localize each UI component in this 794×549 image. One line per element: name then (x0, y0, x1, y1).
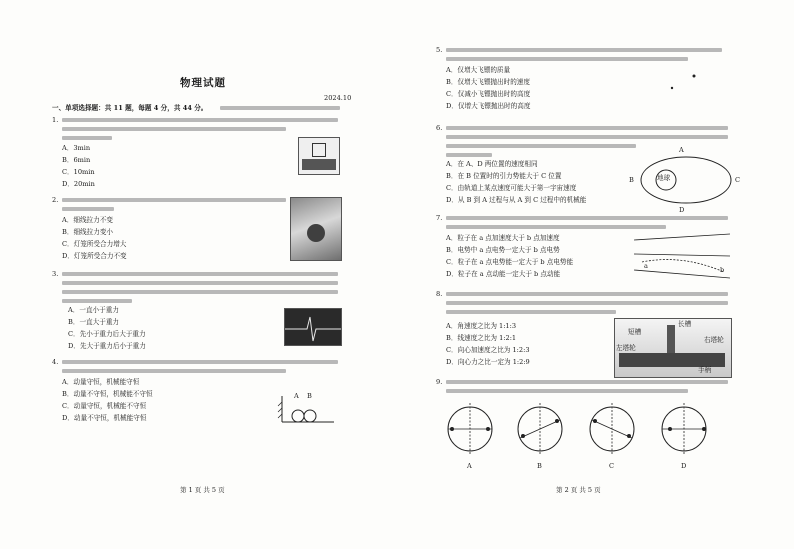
speed-sign-figure (298, 137, 340, 175)
q1-option-c: C．10min (62, 168, 95, 176)
q2-option-a: A．细线拉力不变 (62, 216, 113, 224)
q3-option-c: C．先小于重力后大于重力 (68, 330, 146, 338)
q3-option-d: D．先大于重力后小于重力 (68, 342, 146, 350)
q5-line-2 (446, 57, 688, 61)
q5-option-d: D．仅增大飞镖抛出时的高度 (446, 102, 531, 110)
q3-line-4 (62, 299, 132, 303)
q6-line-4 (446, 153, 492, 157)
q2-number: 2. (52, 196, 59, 204)
q1-line-2 (62, 127, 286, 131)
orbit-label-b: B (629, 176, 634, 184)
right-page-footer: 第 2 页 共 5 页 (556, 486, 601, 494)
q9-line-1 (446, 380, 728, 384)
ball-a-label: A (294, 392, 299, 400)
point-b-label: b (720, 266, 725, 274)
acceleration-trace (285, 309, 341, 345)
q4-line-2 (62, 369, 286, 373)
q6-line-2 (446, 135, 728, 139)
right-pulley-label: 右塔轮 (704, 336, 724, 344)
q5-option-c: C．仅减小飞镖抛出时的高度 (446, 90, 531, 98)
q4-option-a: A．动量守恒，机械能守恒 (62, 378, 140, 386)
q4-number: 4. (52, 358, 59, 366)
q8-line-2 (446, 301, 728, 305)
q6-line-3 (446, 144, 636, 148)
section1-header: 一、单项选择题：共 11 题，每题 4 分，共 44 分。 (52, 104, 208, 112)
lantern-icon (307, 224, 325, 242)
q5-line-1 (446, 48, 722, 52)
q9-choice-b-label: B (537, 462, 542, 470)
q7-option-a: A．粒子在 a 点加速度大于 b 点加速度 (446, 234, 560, 242)
q9-choice-a-figure (446, 398, 494, 460)
q2-line-1 (62, 198, 286, 202)
q7-number: 7. (436, 214, 443, 222)
q7-line-1 (446, 216, 728, 220)
q6-option-a: A．在 A、D 两位置的速度相同 (446, 160, 538, 168)
camera-icon (312, 143, 326, 157)
q2-option-b: B．细线拉力变小 (62, 228, 114, 236)
q5-option-b: B．仅增大飞镖抛出时的速度 (446, 78, 530, 86)
q7-option-d: D．粒子在 a 点动能一定大于 b 点动能 (446, 270, 561, 278)
q4-option-d: D．动量不守恒，机械能守恒 (62, 414, 147, 422)
left-page (50, 0, 350, 549)
exam-title: 物理试题 (180, 77, 226, 89)
q3-line-2 (62, 281, 338, 285)
q9-choice-a-label: A (467, 462, 472, 470)
q3-number: 3. (52, 270, 59, 278)
q6-line-1 (446, 126, 728, 130)
q7-option-c: C．粒子在 a 点电势能一定大于 b 点电势能 (446, 258, 574, 266)
q6-option-c: C．由轨道上某点速度可能大于第一宇宙速度 (446, 184, 577, 192)
q1-line-3 (62, 136, 112, 140)
handle-label: 手柄 (698, 366, 712, 374)
orbit-figure (636, 153, 734, 207)
q7-line-2 (446, 225, 666, 229)
q8-line-3 (446, 310, 616, 314)
q4-option-c: C．动量守恒，机械能不守恒 (62, 402, 147, 410)
sign-text-block (302, 159, 336, 170)
q2-option-c: C．灯笼所受合力增大 (62, 240, 127, 248)
exam-date: 2024.10 (324, 94, 352, 102)
q9-choice-b-figure (516, 398, 564, 460)
orbit-label-a: A (679, 146, 684, 154)
field-lines-figure (632, 232, 732, 282)
q4-line-1 (62, 360, 338, 364)
q6-number: 6. (436, 124, 443, 132)
q9-choice-c-figure (588, 398, 636, 460)
q2-line-2 (62, 207, 114, 211)
q9-line-2 (446, 389, 688, 393)
q9-choice-d-label: D (681, 462, 687, 470)
q5-number: 5. (436, 46, 443, 54)
q9-number: 9. (436, 378, 443, 386)
q6-option-b: B．在 B 位置时的引力势能大于 C 位置 (446, 172, 562, 180)
q1-option-b: B．6min (62, 156, 91, 164)
left-page-footer: 第 1 页 共 5 页 (180, 486, 225, 494)
apparatus-base (619, 353, 725, 367)
ball-b-label: B (307, 392, 312, 400)
q1-option-a: A．3min (62, 144, 91, 152)
q1-option-d: D．20min (62, 180, 95, 188)
q7-option-b: B．电势中 a 点电势一定大于 b 点电势 (446, 246, 560, 254)
q8-line-1 (446, 292, 728, 296)
q8-option-d: D．向心力之比一定为 1:2:9 (446, 358, 530, 366)
long-slot-label: 长槽 (678, 320, 692, 328)
q8-option-a: A．角速度之比为 1:1:3 (446, 322, 517, 330)
q9-choice-c-label: C (609, 462, 615, 470)
earth-label: 地球 (657, 174, 671, 182)
q3-line-3 (62, 290, 338, 294)
q4-option-b: B．动量不守恒，机械能不守恒 (62, 390, 153, 398)
orbit-label-d: D (679, 206, 685, 214)
short-slot-label: 短槽 (628, 328, 642, 336)
q3-line-1 (62, 272, 338, 276)
section1-header-rest (220, 106, 340, 110)
left-pulley-label: 左塔轮 (616, 344, 636, 352)
q3-option-b: B．一直大于重力 (68, 318, 120, 326)
dart-figure (668, 72, 698, 92)
q1-line-1 (62, 118, 338, 122)
q6-option-d: D．从 B 到 A 过程与从 A 到 C 过程中的机械能 (446, 196, 587, 204)
point-a-label: a (644, 262, 648, 270)
q3-option-a: A．一直小于重力 (68, 306, 119, 314)
q8-option-b: B．线速度之比为 1:2:1 (446, 334, 517, 342)
center-column (667, 325, 675, 353)
acceleration-graph (284, 308, 342, 346)
right-page (436, 0, 741, 549)
q9-choice-d-figure (660, 398, 708, 460)
orbit-label-c: C (735, 176, 741, 184)
q1-number: 1. (52, 116, 59, 124)
q2-option-d: D．灯笼所受合力不变 (62, 252, 127, 260)
lantern-photo (290, 197, 342, 261)
q8-number: 8. (436, 290, 443, 298)
q5-option-a: A．仅增大飞镖的质量 (446, 66, 511, 74)
q8-option-c: C．向心加速度之比为 1:2:3 (446, 346, 530, 354)
